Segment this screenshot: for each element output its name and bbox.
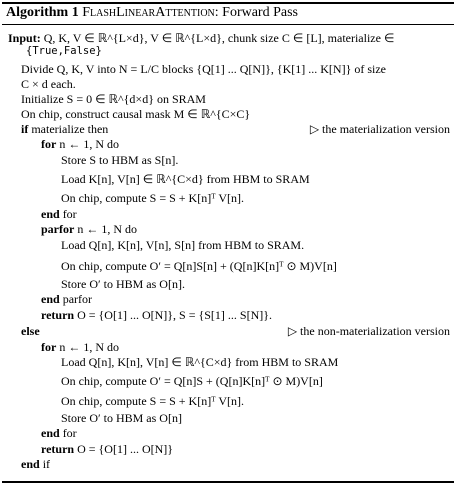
algorithm-line: Store O′ to HBM as O[n] [61, 411, 182, 425]
algorithm-line: On chip, compute S = S + K[n]ᵀ V[n]. [61, 191, 244, 205]
algorithm-line: for n ← 1, N do [41, 137, 119, 151]
algorithm-line: On chip, compute S = S + K[n]ᵀ V[n]. [61, 394, 244, 408]
algorithm-comment: ▷ the materialization version [310, 122, 450, 136]
algorithm-line: Load Q[n], K[n], V[n] ∈ ℝ^{C×d} from HBM to SRAM [61, 355, 339, 369]
algorithm-name: FlashLinearAttention [82, 5, 215, 20]
algorithm-line: end for [41, 207, 77, 221]
algorithm-line: On chip, compute O′ = Q[n]S + (Q[n]K[n]ᵀ ⊙ M)V[n] [61, 374, 323, 388]
algorithm-line: parfor n ← 1, N do [41, 222, 137, 236]
top-rule [2, 2, 454, 4]
algorithm-line: Input: Q, K, V ∈ ℝ^{L×d}, V ∈ ℝ^{L×d}, chunk size C ∈ [L], materialize ∈ [8, 31, 395, 45]
algorithm-line: else [21, 324, 40, 338]
algorithm-line: return O = {O[1] ... O[N]} [41, 442, 174, 456]
algorithm-line: C × d each. [21, 77, 76, 91]
algorithm-title [6, 5, 298, 21]
algorithm-line: if materialize then [21, 122, 109, 136]
algorithm-line: end for [41, 426, 77, 440]
algorithm-line: for n ← 1, N do [41, 340, 119, 354]
algorithm-line: {True,False} [26, 45, 102, 57]
algorithm-line: end if [21, 457, 51, 471]
algorithm-line: Store S to HBM as S[n]. [61, 153, 179, 167]
algorithm-line: Store O′ to HBM as O[n]. [61, 277, 185, 291]
algorithm-line: end parfor [41, 292, 93, 306]
bottom-rule [2, 481, 454, 483]
algorithm-line: return O = {O[1] ... O[N]}, S = {S[1] ... S[N]}. [41, 308, 273, 322]
algorithm-line: Initialize S = 0 ∈ ℝ^{d×d} on SRAM [21, 92, 206, 106]
algorithm-comment: ▷ the non-materialization version [288, 324, 450, 338]
algorithm-line: Divide Q, K, V into N = L/C blocks {Q[1] ... Q[N]}, {K[1] ... K[N]} of size [21, 62, 386, 76]
title-rule [2, 24, 454, 25]
algorithm-line: Load K[n], V[n] ∈ ℝ^{C×d} from HBM to SRAM [61, 172, 310, 186]
algorithm-line: On chip, construct causal mask M ∈ ℝ^{C×C} [21, 107, 251, 121]
algorithm-line: On chip, compute O′ = Q[n]S[n] + (Q[n]K[n]ᵀ ⊙ M)V[n] [61, 259, 337, 273]
algorithm-line: Load Q[n], K[n], V[n], S[n] from HBM to SRAM. [61, 238, 305, 252]
algorithm-label: Algorithm 1 [6, 5, 79, 20]
algorithm-title-suffix: : Forward Pass [214, 5, 298, 20]
